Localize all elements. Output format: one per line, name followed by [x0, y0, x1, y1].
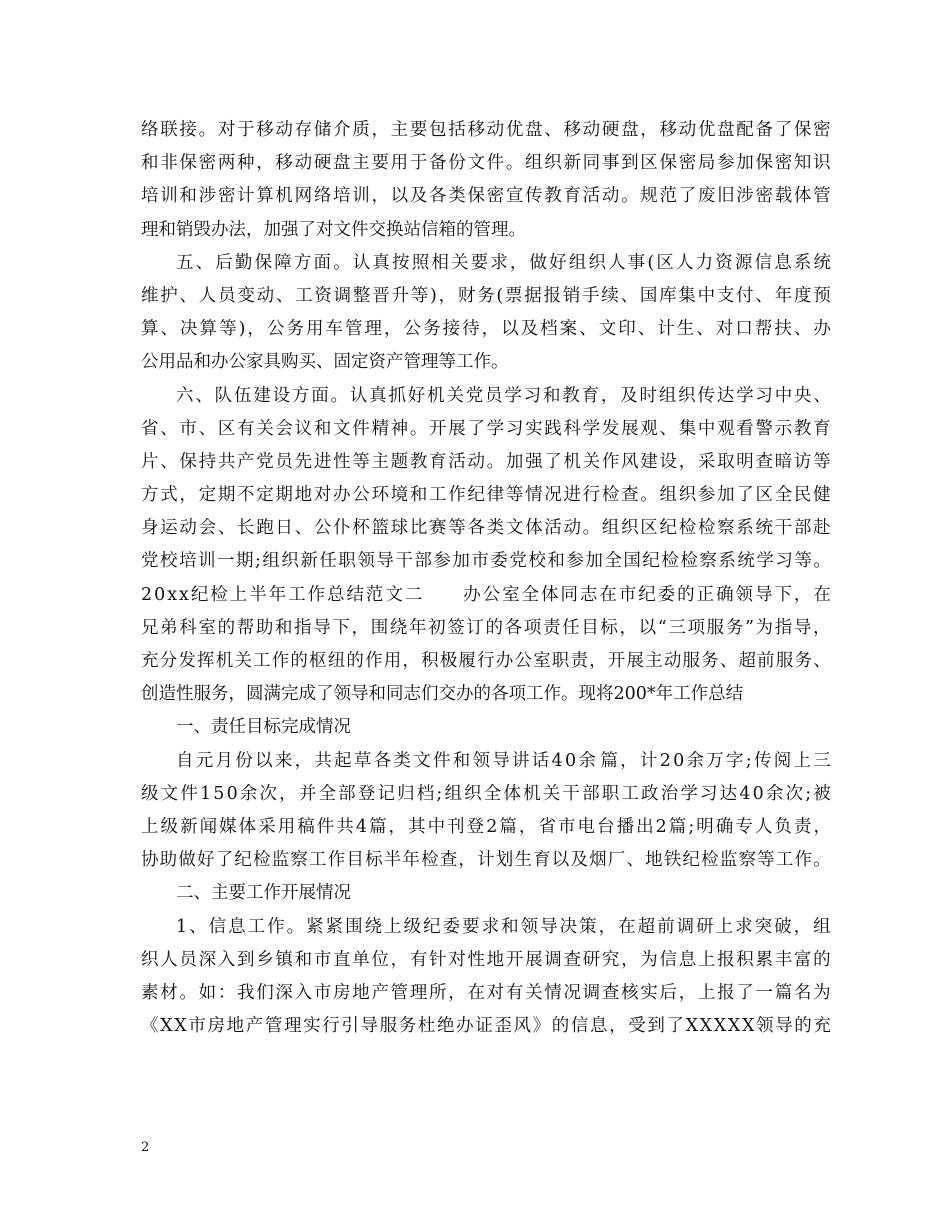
text-line: 兄 弟 科 室 的 帮 助 和 指 导 下 ， 围 绕 年 初 签 订 的 各 项 责 任 目 标 ， 以 “ 三 项 服 务 ” 为 指 导 ，: [141, 617, 831, 638]
text-line: 五 、 后 勤 保 障 方 面 。 认 真 按 照 相 关 要 求 ， 做 好 组 织 人 事 ( 区 人 力 资 源 信 息 系 统: [176, 252, 831, 273]
text-line: 身 运 动 会 、 长 跑 日 、 公 仆 杯 篮 球 比 赛 等 各 类 文 体 活 动 。 组 织 区 纪 检 检 察 系 统 干 部 赴: [141, 518, 831, 539]
text-line: 方 式 ， 定 期 不 定 期 地 对 办 公 环 境 和 工 作 纪 律 等 情 况 进 行 检 查 。 组 织 参 加 了 区 全 民 健: [141, 485, 831, 506]
text-line: 充 分 发 挥 机 关 工 作 的 枢 纽 的 作 用 ， 积 极 履 行 办 公 室 职 责 ， 开 展 主 动 服 务 、 超 前 服 务 、: [141, 651, 831, 671]
text-line: 二、主要工作开展情况: [176, 883, 351, 904]
text-line: 自 元 月 份 以 来 ， 共 起 草 各 类 文 件 和 领 导 讲 话 4 0 余 篇 ， 计 2 0 余 万 字 ; 传 阅 上 三: [176, 750, 831, 771]
text-line: 培 训 和 涉 密 计 算 机 网 络 培 训 ， 以 及 各 类 保 密 宣 传 教 育 活 动 。 规 范 了 废 旧 涉 密 载 体 管: [141, 186, 831, 207]
text-line: 素 材 。 如 ： 我 们 深 入 市 房 地 产 管 理 所 ， 在 对 有 关 情 况 调 查 核 实 后 ， 上 报 了 一 篇 名 为: [141, 982, 831, 1003]
page-number: 2: [141, 1140, 150, 1155]
text-line: 上 级 新 闻 媒 体 采 用 稿 件 共 4 篇 ， 其 中 刊 登 2 篇 ， 省 市 电 台 播 出 2 篇 ; 明 确 专 人 负 责 ，: [141, 816, 831, 837]
text-line: 络 联 接 。 对 于 移 动 存 储 介 质 ， 主 要 包 括 移 动 优 盘 、 移 动 硬 盘 ， 移 动 优 盘 配 备 了 保 密: [141, 120, 831, 140]
text-line: 六 、 队 伍 建 设 方 面 。 认 真 抓 好 机 关 党 员 学 习 和 教 育 ， 及 时 组 织 传 达 学 习 中 央 、: [176, 385, 831, 406]
text-line: 协 助 做 好 了 纪 检 监 察 工 作 目 标 半 年 检 查 ， 计 划 生 育 以 及 烟 厂 、 地 铁 纪 检 监 察 等 工 作 。: [141, 850, 831, 871]
text-line: 1 、 信 息 工 作 。 紧 紧 围 绕 上 级 纪 委 要 求 和 领 导 决 策 ， 在 超 前 调 研 上 求 突 破 ， 组: [176, 916, 831, 937]
text-line: 理和销毁办法，加强了对文件交换站信箱的管理。: [141, 219, 526, 240]
text-line: 党 校 培 训 一 期 ; 组 织 新 任 职 领 导 干 部 参 加 市 委 党 校 和 参 加 全 国 纪 检 检 察 系 统 学 习 等 。: [141, 551, 831, 572]
text-line: 算 、 决 算 等 ) ， 公 务 用 车 管 理 ， 公 务 接 待 ， 以 及 档 案 、 文 印 、 计 生 、 对 口 帮 扶 、 办: [141, 319, 831, 340]
text-line: 《 X X 市 房 地 产 管 理 实 行 引 导 服 务 杜 绝 办 证 歪 风 》 的 信 息 ， 受 到 了 X X X X X 领 导 的 充: [141, 1016, 831, 1037]
text-line: 创造性服务，圆满完成了领导和同志们交办的各项工作。现将200*年工作总结: [141, 684, 744, 705]
document-body: [141, 114, 831, 1043]
text-line: 级 文 件 1 5 0 余 次 ， 并 全 部 登 记 归 档 ; 组 织 全 体 机 关 干 部 职 工 政 治 学 习 达 4 0 余 次 ; 被: [141, 783, 831, 804]
text-line: 一、责任目标完成情况: [176, 717, 351, 738]
text-line: 片 、 保 持 共 产 党 员 先 进 性 等 主 题 教 育 活 动 。 加 强 了 机 关 作 风 建 设 ， 采 取 明 查 暗 访 等: [141, 451, 831, 472]
text-line: 2 0 x x 纪 检 上 半 年 工 作 总 结 范 文 二 办 公 室 全 体 同 志 在 市 纪 委 的 正 确 领 导 下 ， 在: [141, 584, 831, 605]
text-line: 公用品和办公家具购买、固定资产管理等工作。: [141, 352, 509, 373]
text-line: 维 护 、 人 员 变 动 、 工 资 调 整 晋 升 等 ) ， 财 务 ( 票 据 报 销 手 续 、 国 库 集 中 支 付 、 年 度 预: [141, 285, 831, 306]
text-line: 和 非 保 密 两 种 ， 移 动 硬 盘 主 要 用 于 备 份 文 件 。 组 织 新 同 事 到 区 保 密 局 参 加 保 密 知 识: [141, 153, 831, 174]
text-line: 省 、 市 、 区 有 关 会 议 和 文 件 精 神 。 开 展 了 学 习 实 践 科 学 发 展 观 、 集 中 观 看 警 示 教 育: [141, 418, 831, 439]
text-line: 织 人 员 深 入 到 乡 镇 和 市 直 单 位 ， 有 针 对 性 地 开 展 调 查 研 究 ， 为 信 息 上 报 积 累 丰 富 的: [141, 949, 831, 970]
